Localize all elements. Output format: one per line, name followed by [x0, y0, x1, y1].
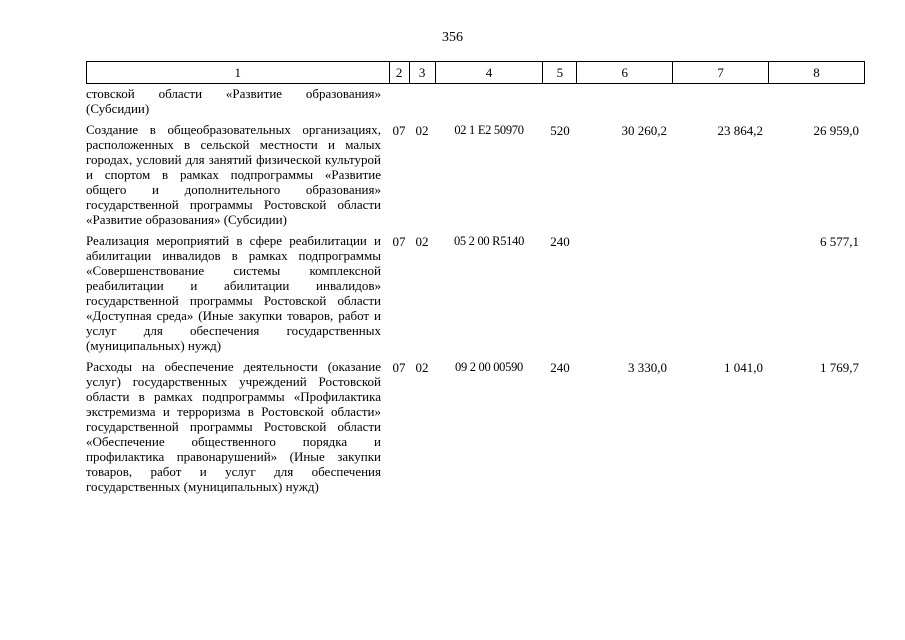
row-description: Реализация мероприятий в сфере реабилитации и абилитации инвалидов в рамках подпрограммы «Совершенствование системы комплексной реабилитации и абилитации инвалидов» государственной программы Ростовской области «Доступная среда» (Иные закупки товаров, работ и услуг для обеспечения государственных (муниципальных) нужд)	[86, 233, 381, 353]
row-section: 07	[392, 123, 406, 138]
row-expense-type: 520	[550, 123, 570, 138]
row-target-code	[435, 86, 543, 116]
row-subsection	[409, 86, 435, 116]
row-amount-3: 1 769,7	[820, 360, 859, 375]
header-col-1: 1	[87, 62, 390, 83]
budget-table	[86, 61, 865, 500]
row-subsection: 02	[415, 360, 429, 375]
header-col-6: 6	[577, 62, 673, 83]
row-subsection: 02	[415, 234, 429, 249]
row-subsection: 02	[415, 123, 429, 138]
row-amount-3: 6 577,1	[820, 234, 859, 249]
row-amount-2	[673, 233, 769, 353]
row-target-code: 02 1 Е2 50970	[454, 123, 524, 137]
row-amount-2: 1 041,0	[724, 360, 763, 375]
row-description: Создание в общеобразовательных организациях, расположенных в сельской местности и малых городах, условий для занятий физической культурой и спортом в рамках подпрограммы «Развитие общего и дополнительного образования» государственной программы Ростовской области «Развитие образования» (Субсидии)	[86, 122, 381, 227]
row-section: 07	[392, 234, 406, 249]
row-target-code: 09 2 00 00590	[455, 360, 523, 374]
header-col-3: 3	[410, 62, 436, 83]
table-row	[86, 233, 865, 353]
row-amount-1: 3 330,0	[628, 360, 667, 375]
row-description: стовской области «Развитие образования» (Субсидии)	[86, 86, 381, 116]
row-target-code: 05 2 00 R5140	[453, 234, 525, 248]
row-section	[389, 86, 409, 116]
row-expense-type: 240	[550, 234, 570, 249]
row-expense-type	[543, 86, 577, 116]
header-col-5: 5	[543, 62, 577, 83]
row-amount-2: 23 864,2	[717, 123, 763, 138]
row-expense-type: 240	[550, 360, 570, 375]
header-col-2: 2	[390, 62, 410, 83]
table-row	[86, 359, 865, 494]
row-amount-1: 30 260,2	[621, 123, 667, 138]
page-number: 356	[442, 30, 463, 45]
table-row	[86, 86, 865, 116]
table-header	[86, 61, 865, 84]
row-description: Расходы на обеспечение деятельности (оказание услуг) государственных учреждений Ростовской области в рамках подпрограммы «Профилактика экстремизма и терроризма в Ростовской области» государственной программы Ростовской области «Обеспечение общественного порядка и профилактика правонарушений» (Иные закупки товаров, работ и услуг для обеспечения государственных (муниципальных) нужд)	[86, 359, 381, 494]
header-col-7: 7	[673, 62, 769, 83]
header-col-8: 8	[769, 62, 865, 83]
row-section: 07	[392, 360, 406, 375]
row-amount-3	[769, 86, 865, 116]
row-amount-3: 26 959,0	[813, 123, 859, 138]
row-amount-2	[673, 86, 769, 116]
header-col-4: 4	[436, 62, 544, 83]
row-amount-1	[577, 86, 673, 116]
table-row	[86, 122, 865, 227]
row-amount-1	[577, 233, 673, 353]
